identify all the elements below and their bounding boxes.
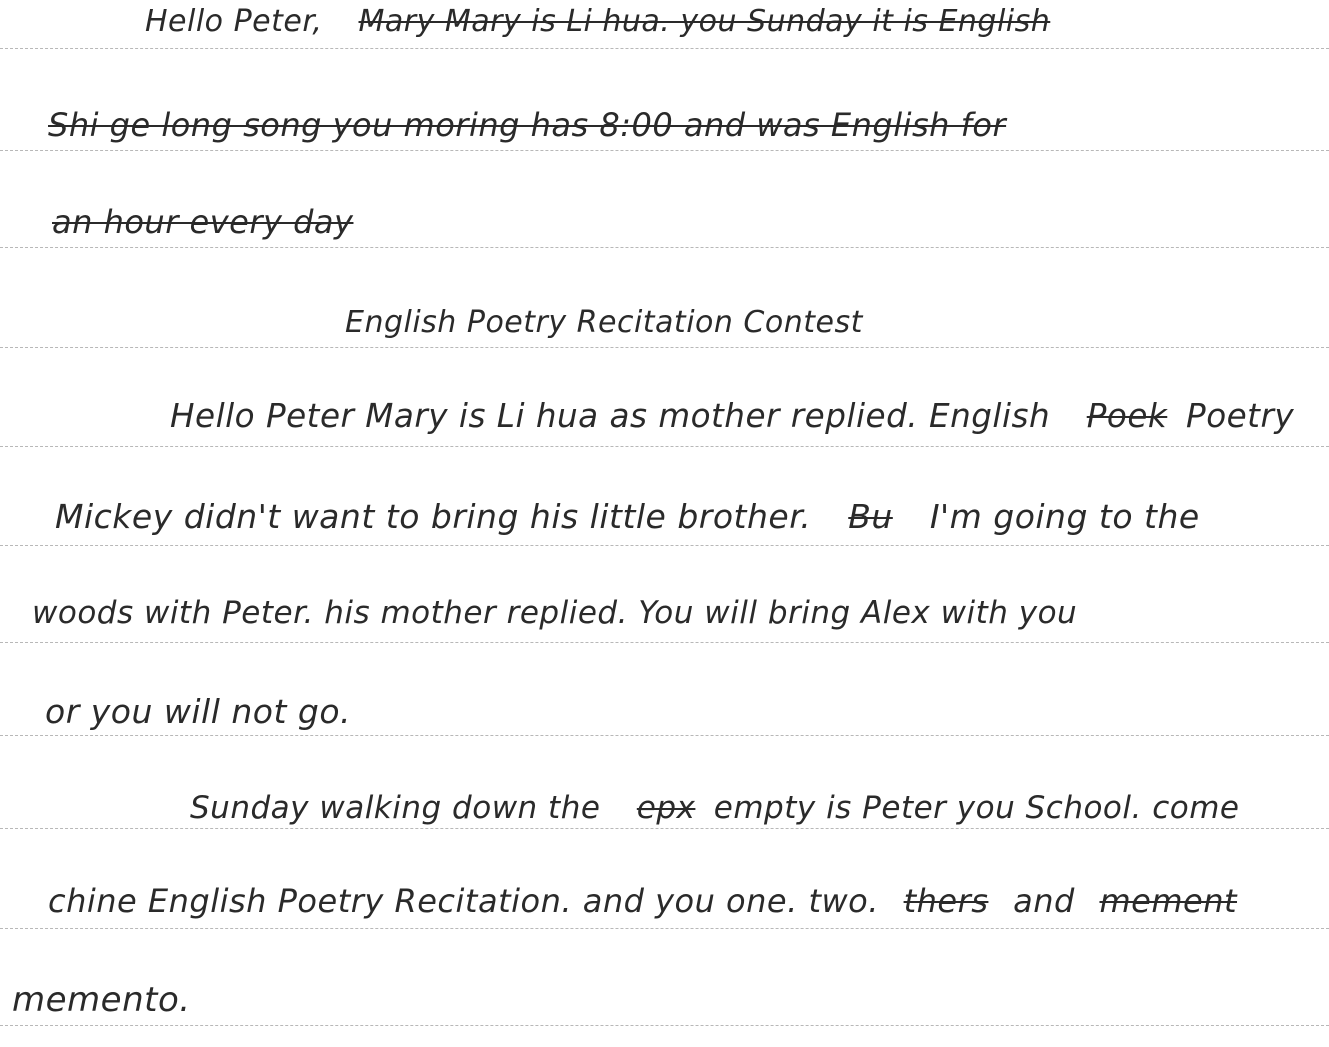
segment: woods with Peter. his mother replied. You will bring Alex with you <box>32 595 1078 631</box>
struck-segment: mement <box>1099 882 1238 920</box>
text-line-9 <box>190 790 1266 826</box>
segment: chine English Poetry Recitation. and you one. two. <box>48 882 879 920</box>
text-line-2 <box>48 106 1032 144</box>
segment: Hello Peter, <box>145 4 323 39</box>
ruled-line <box>0 642 1329 643</box>
text-line-1 <box>145 4 1076 39</box>
segment: memento. <box>12 980 191 1020</box>
text-line-7 <box>32 595 1103 631</box>
ruled-line <box>0 247 1329 248</box>
text-line-5 <box>170 396 1320 435</box>
ruled-line <box>0 48 1329 49</box>
text-line-10 <box>48 882 1263 920</box>
ruled-line <box>0 1025 1329 1026</box>
segment: Sunday walking down the <box>190 790 601 826</box>
segment: I'm going to the <box>929 497 1200 536</box>
segment: empty is Peter you School. come <box>713 790 1240 826</box>
struck-segment: Shi ge long song you moring has 8:00 and was English for <box>48 106 1007 144</box>
ruled-line <box>0 150 1329 151</box>
segment: and <box>1013 882 1075 920</box>
text-line-3 <box>52 203 379 241</box>
struck-segment: epx <box>636 790 696 826</box>
text-line-11 <box>12 980 217 1020</box>
struck-segment: thers <box>903 882 989 920</box>
ruled-line <box>0 928 1329 929</box>
ruled-line <box>0 446 1329 447</box>
struck-segment: an hour every day <box>52 203 354 241</box>
contest-title <box>345 305 889 340</box>
struck-segment: Bu <box>848 497 893 536</box>
segment: Mickey didn't want to bring his little brother. <box>55 497 812 536</box>
ruled-line <box>0 545 1329 546</box>
segment: English Poetry Recitation Contest <box>345 305 863 340</box>
struck-segment: Mary Mary is Li hua. you Sunday it is English <box>358 4 1051 39</box>
ruled-line <box>0 735 1329 736</box>
text-line-6 <box>55 497 1226 536</box>
ruled-line <box>0 828 1329 829</box>
ruled-line <box>0 347 1329 348</box>
struck-segment: Poek <box>1086 396 1168 435</box>
segment: Poetry <box>1186 396 1295 435</box>
text-line-8 <box>45 692 377 731</box>
segment: or you will not go. <box>45 692 352 731</box>
segment: Hello Peter Mary is Li hua as mother replied. English <box>170 396 1051 435</box>
